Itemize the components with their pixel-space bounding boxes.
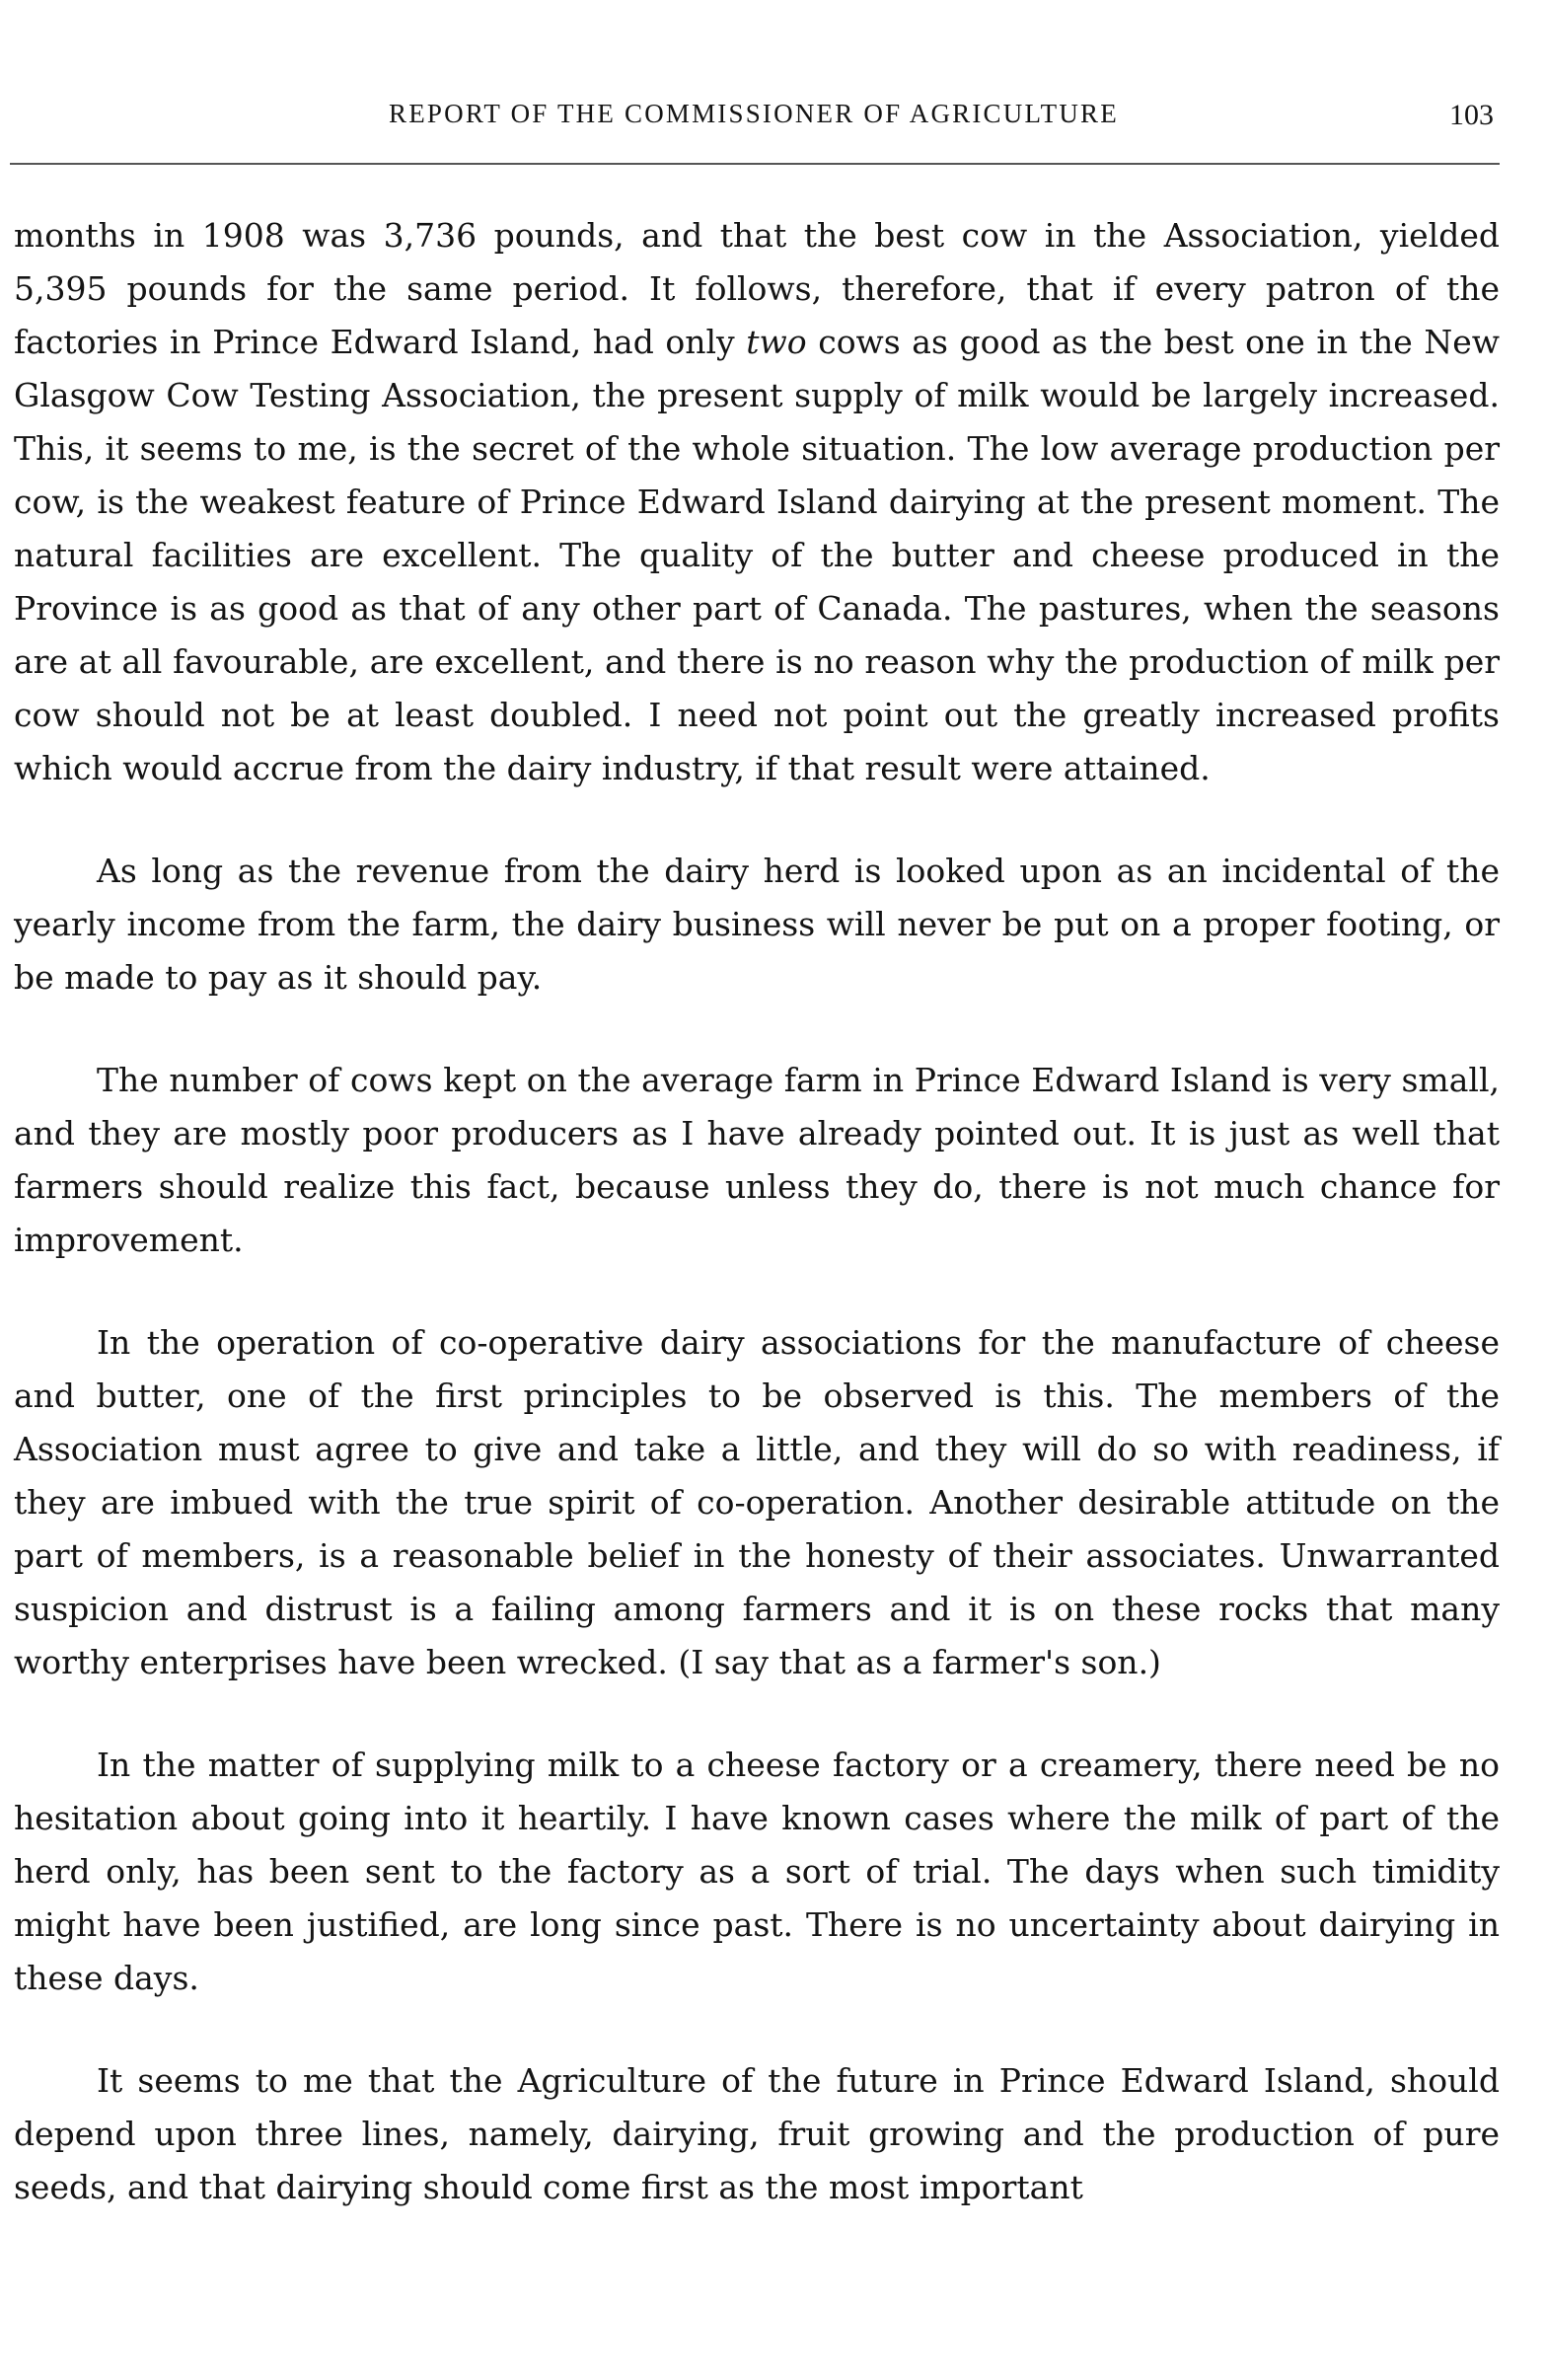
running-head: REPORT OF THE COMMISSIONER OF AGRICULTURE — [389, 99, 1119, 128]
page-header — [14, 99, 1494, 138]
header-rule — [10, 163, 1500, 165]
page-number: 103 — [1449, 99, 1494, 131]
paragraph-co-operation: In the operation of co-operative dairy associations for the manufacture of cheese and butter, one of the first principles to be observed is this. The members of the Association must agree to give and take a little, and they will do so with readiness, if they are imbued with the true spirit of co-operation. Another desirable attitude on the part of members, is a reasonable belief in the honesty of their associates. Unwarranted suspicion and distrust is a failing among farmers and it is on these rocks that many worthy enterprises have been wrecked. (I say that as a farmer's son.) — [14, 1323, 1500, 1681]
paragraph-text: cows as good as the best one in the New Glasgow Cow Testing Association, the present supply of milk would be largely increased. This, it seems to me, is the secret of the whole situation. The low average production per cow, is the weakest feature of Prince Edward Island dairying at the present moment. The natural facilities are excellent. The quality of the butter and cheese produced in the Province is as good as that of any other part of Canada. The pastures, when the seasons are at all favourable, are excellent, and there is no reason why the production of milk per cow should not be at least doubled. I need not point out the greatly increased profits which would accrue from the dairy industry, if that result were attained. — [14, 323, 1500, 787]
paragraph-milk-supply: In the matter of supplying milk to a cheese factory or a creamery, there need be no hesitation about going into it heartily. I have known cases where the milk of part of the herd only, has been sent to the factory as a sort of trial. The days when such timidity might have been justified, are long since past. There is no uncertainty about dairying in these days. — [14, 1746, 1500, 1997]
body-text — [14, 209, 1500, 2264]
paragraph-revenue: As long as the revenue from the dairy herd is looked upon as an incidental of the yearly income from the farm, the dairy business will never be put on a proper footing, or be made to pay as it should pay. — [14, 852, 1500, 997]
paragraph-text: months in 1908 was 3,736 pounds, and that the best cow in the Association, yielded 5,395 pounds for the same period. It follows, therefore, that if every patron of the factories in Prince Edward Island, had only — [14, 216, 1500, 361]
paragraph-future-agriculture: It seems to me that the Agriculture of the future in Prince Edward Island, should depend upon three lines, namely, dairying, fruit growing and the production of pure seeds, and that dairying should come first as the most important — [14, 2061, 1500, 2206]
paragraph-cow-numbers: The number of cows kept on the average farm in Prince Edward Island is very small, and they are mostly poor producers as I have already pointed out. It is just as well that farmers should realize this fact, because unless they do, there is not much chance for improvement. — [14, 1061, 1500, 1259]
paragraph-continued — [14, 209, 1500, 795]
emphasized-word: two — [746, 323, 807, 361]
